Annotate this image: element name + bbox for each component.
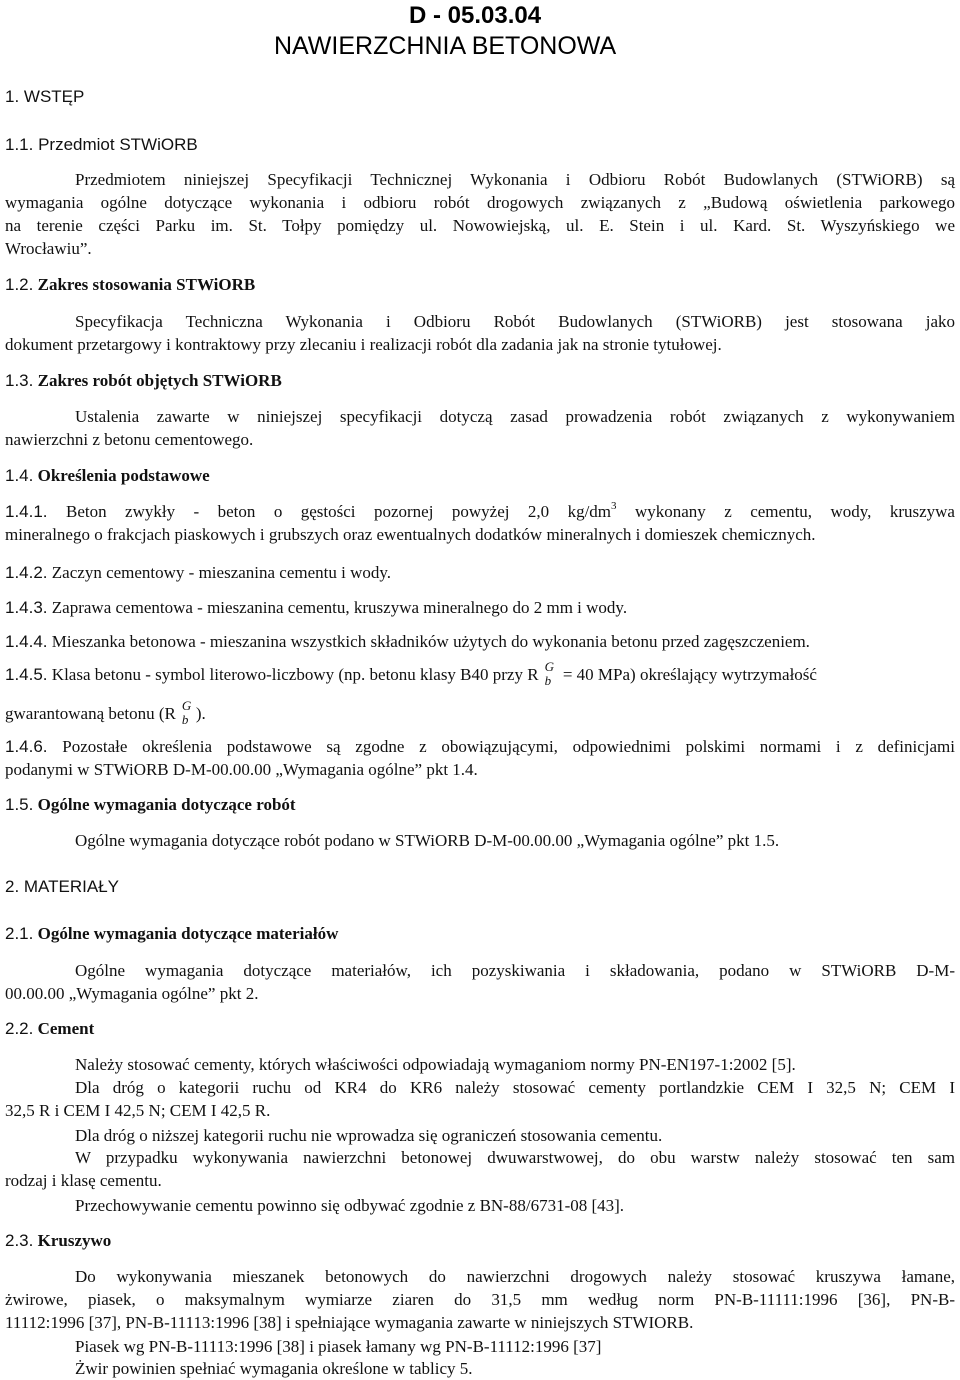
definition-1-4-2: 1.4.2. Zaczyn cementowy - mieszanina cementu i wody. — [5, 563, 392, 582]
text-line: Przedmiotem niniejszej Specyfikacji Technicznej Wykonania i Odbioru Robót Budowlanych (STWiORB) są — [75, 170, 955, 189]
text-line: rodzaj i klasę cementu. — [5, 1171, 162, 1190]
paragraph-2-2-c: Dla dróg o niższej kategorii ruchu nie wprowadza się ograniczeń stosowania cementu. — [75, 1126, 663, 1145]
paragraph-1-5: Ogólne wymagania dotyczące robót podano w STWiORB D-M-00.00.00 „Wymagania ogólne” pkt 1.5. — [75, 831, 780, 850]
definition-1-4-4: 1.4.4. Mieszanka betonowa - mieszanina wszystkich składników użytych do wykonania betonu przed zagęszczeniem. — [5, 632, 810, 651]
paragraph-2-3-c: Żwir powinien spełniać wymagania określone w tablicy 5. — [75, 1359, 473, 1378]
section-heading-1-4: 1.4. Określenia podstawowe — [5, 466, 210, 485]
definition-1-4-1 — [5, 500, 955, 546]
section-heading-2-2: 2.2. Cement — [5, 1019, 95, 1038]
paragraph-2-1 — [5, 959, 955, 1005]
text-line: 11112:1996 [37], PN-B-11113:1996 [38] i spełniające wymagania zawarte w niniejszych STWIORB. — [5, 1313, 694, 1332]
section-heading-2-1: 2.1. Ogólne wymagania dotyczące materiałów — [5, 924, 339, 943]
paragraph-2-2-a: Należy stosować cementy, których właściwości odpowiadają wymaganiom normy PN-EN197-1:2002 [5]. — [75, 1055, 796, 1074]
text-line: Wrocławiu”. — [5, 239, 92, 258]
text-line: żwirowe, piasek, o maksymalnym wymiarze ziaren do 31,5 mm według norm PN-B-11111:1996 [36], PN-B- — [5, 1290, 955, 1309]
section-heading-2: 2. MATERIAŁY — [5, 877, 119, 896]
text-line: W przypadku wykonywania nawierzchni betonowej dwuwarstwowej, do obu warstw należy stosować ten sam — [75, 1148, 955, 1167]
text-line: Specyfikacja Techniczna Wykonania i Odbioru Robót Budowlanych (STWiORB) jest stosowana jako — [75, 312, 955, 331]
text-line: 00.00.00 „Wymagania ogólne” pkt 2. — [5, 984, 259, 1003]
paragraph-2-2-e: Przechowywanie cementu powinno się odbywać zgodnie z BN-88/6731-08 [43]. — [75, 1196, 625, 1215]
paragraph-2-2-b — [5, 1076, 955, 1122]
section-heading-2-3: 2.3. Kruszywo — [5, 1231, 112, 1250]
document-code: D - 05.03.04 — [409, 2, 542, 29]
definition-1-4-3: 1.4.3. Zaprawa cementowa - mieszanina cementu, kruszywa mineralnego do 2 mm i wody. — [5, 598, 628, 617]
text-line: Ustalenia zawarte w niniejszej specyfikacji dotyczą zasad prowadzenia robót związanych z wykonywaniem — [75, 407, 955, 426]
text-line: na terenie części Parku im. St. Tołpy pomiędzy ul. Nowowiejską, ul. E. Stein i ul. Kard. St. Wyszyńskiego we — [5, 216, 955, 235]
text-line: podanymi w STWiORB D-M-00.00.00 „Wymagania ogólne” pkt 1.4. — [5, 760, 478, 779]
text-line: mineralnego o frakcjach piaskowych i grubszych oraz ewentualnych dodatków mineralnych i domieszek chemicznych. — [5, 525, 816, 544]
paragraph-1-1 — [5, 168, 955, 260]
text-line: Ogólne wymagania dotyczące materiałów, ich pozyskiwania i składowania, podano w STWiORB D-M- — [75, 961, 955, 980]
section-heading-1-5: 1.5. Ogólne wymagania dotyczące robót — [5, 795, 296, 814]
definition-1-4-6 — [5, 735, 955, 781]
document-title: NAWIERZCHNIA BETONOWA — [274, 32, 617, 60]
rg-symbol: G b — [181, 698, 192, 727]
rg-symbol: G b — [544, 659, 554, 688]
text-line: 32,5 R i CEM I 42,5 N; CEM I 42,5 R. — [5, 1101, 271, 1120]
paragraph-1-3 — [5, 405, 955, 451]
paragraph-2-3-b: Piasek wg PN-B-11113:1996 [38] i piasek łamany wg PN-B-11112:1996 [37] — [75, 1337, 602, 1356]
paragraph-2-3-a — [5, 1265, 955, 1334]
text-line: Do wykonywania mieszanek betonowych do nawierzchni drogowych należy stosować kruszywa łamane, — [75, 1267, 955, 1286]
section-heading-1-3: 1.3. Zakres robót objętych STWiORB — [5, 371, 282, 390]
paragraph-2-2-d — [5, 1146, 955, 1192]
paragraph-1-2 — [5, 310, 955, 356]
text-line: 1.4.1. Beton zwykły - beton o gęstości pozornej powyżej 2,0 $kg/dm^3$ wykonany z cementu, wody, kruszywa — [5, 500, 955, 521]
text-line: Dla dróg o kategorii ruchu od KR4 do KR6 należy stosować cementy portlandzkie CEM I 32,5 N; CEM I — [75, 1078, 955, 1097]
text-line: nawierzchni z betonu cementowego. — [5, 430, 254, 449]
text-line: wymagania ogólne dotyczące wykonania i odbioru robót drogowych związanych z „Budową oświetlenia parkowego — [5, 193, 955, 212]
section-heading-1-1: 1.1. Przedmiot STWiORB — [5, 135, 198, 154]
definition-1-4-5-cont: gwarantowaną betonu (R G b ). — [5, 698, 206, 727]
section-heading-1: 1. WSTĘP — [5, 87, 85, 106]
text-line: dokument przetargowy i kontraktowy przy zlecaniu i realizacji robót dla zadania jak na stronie tytułowej. — [5, 335, 722, 354]
definition-1-4-5: 1.4.5. Klasa betonu - symbol literowo-liczbowy (np. betonu klasy B40 przy R G b = 40 MPa) określający wytrzymałość — [5, 659, 817, 688]
text-line: 1.4.6. Pozostałe określenia podstawowe są zgodne z obowiązującymi, odpowiednimi polskimi normami i z definicjami — [5, 737, 955, 756]
section-heading-1-2: 1.2. Zakres stosowania STWiORB — [5, 275, 256, 294]
